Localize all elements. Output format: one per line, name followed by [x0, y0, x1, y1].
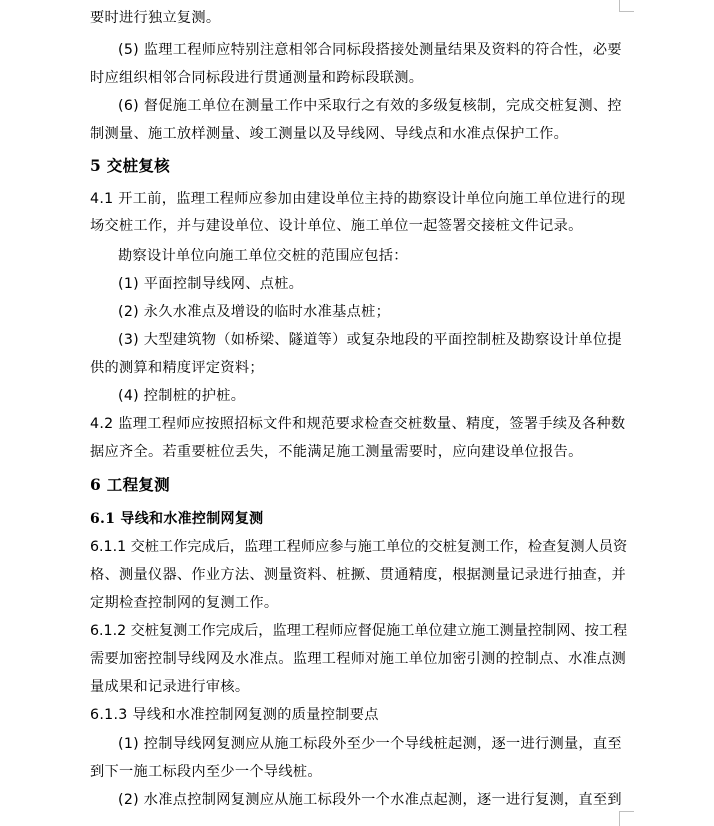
list-item: (2) 水准点控制网复测应从施工标段外一个水准点起测，逐一进行复测，直至到	[118, 792, 622, 808]
paragraph-line: 时应组织相邻合同标段进行贯通测量和跨标段联测。	[90, 70, 424, 86]
section-heading: 5 交桩复核	[90, 156, 170, 175]
paragraph-line: 格、测量仪器、作业方法、测量资料、桩撅、贯通精度，根据测量记录进行抽查，并	[90, 567, 627, 583]
paragraph-line: 需要加密控制导线网及水准点。监理工程师对施工单位加密引测的控制点、水准点测	[90, 651, 627, 667]
paragraph-line: 6.1.3 导线和水准控制网复测的质量控制要点	[90, 707, 379, 723]
paragraph-line: 制测量、施工放样测量、竣工测量以及导线网、导线点和水准点保护工作。	[90, 126, 569, 142]
list-item: (4) 控制桩的护桩。	[118, 388, 246, 404]
paragraph-line: 4.2 监理工程师应按照招标文件和规范要求检查交桩数量、精度，签署手续及各种数	[90, 416, 626, 432]
paragraph-line: 场交桩工作，并与建设单位、设计单位、施工单位一起签署交接桩文件记录。	[90, 218, 583, 234]
paragraph-line: (6) 督促施工单位在测量工作中采取行之有效的多级复核制，完成交桩复测、控	[118, 98, 622, 114]
paragraph-line: (5) 监理工程师应特别注意相邻合同标段搭接处测量结果及资料的符合性，必要	[118, 42, 622, 58]
paragraph-line: 定期检查控制网的复测工作。	[90, 595, 279, 611]
subsection-heading: 6.1 导线和水准控制网复测	[90, 511, 264, 527]
paragraph-line: 据应齐全。若重要桩位丢失，不能满足施工测量需要时，应向建设单位报告。	[90, 444, 583, 460]
paragraph-line: 6.1.2 交桩复测工作完成后，监理工程师应督促施工单位建立施工测量控制网、按工程	[90, 623, 628, 639]
paragraph-line: 量成果和记录进行审核。	[90, 679, 250, 695]
list-item: (2) 永久水准点及增设的临时水准基点桩；	[118, 304, 391, 320]
list-item: (1) 平面控制导线网、点桩。	[118, 276, 304, 292]
page-corner-mark-bottom	[619, 811, 634, 826]
paragraph-line: 勘察设计单位向施工单位交桩的范围应包括：	[118, 248, 408, 264]
list-item: (1) 控制导线网复测应从施工标段外至少一个导线桩起测，逐一进行测量，直至	[118, 736, 622, 752]
paragraph-line: 到下一施工标段内至少一个导线桩。	[90, 764, 322, 780]
list-item: (3) 大型建筑物（如桥梁、隧道等）或复杂地段的平面控制桩及勘察设计单位提	[118, 332, 622, 348]
paragraph-line: 6.1.1 交桩工作完成后，监理工程师应参与施工单位的交桩复测工作，检查复测人员资	[90, 539, 628, 555]
paragraph-line: 4.1 开工前，监理工程师应参加由建设单位主持的勘察设计单位向施工单位进行的现	[90, 191, 626, 207]
section-heading: 6 工程复测	[90, 475, 170, 494]
page-corner-mark-top	[619, 0, 634, 12]
paragraph-line: 供的测算和精度评定资料；	[90, 360, 264, 376]
paragraph-line: 要时进行独立复测。	[90, 10, 221, 26]
